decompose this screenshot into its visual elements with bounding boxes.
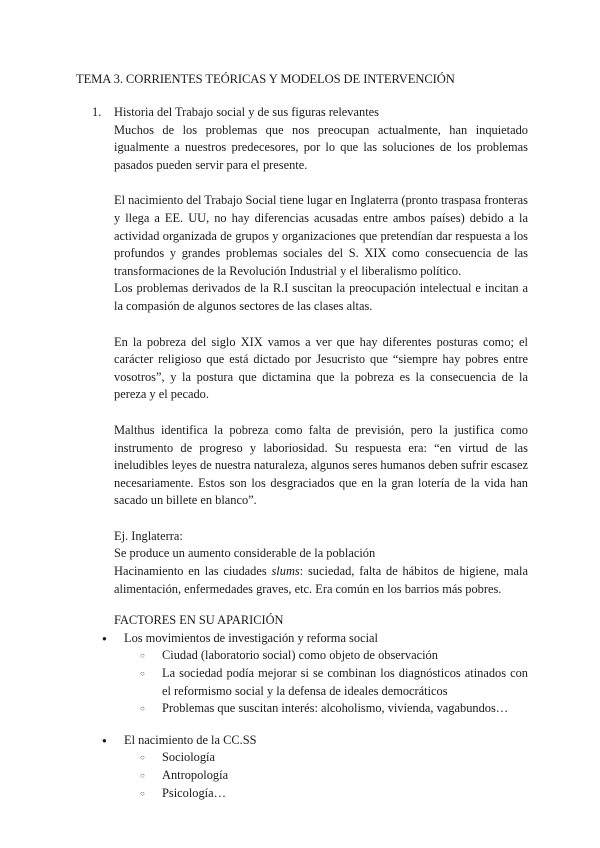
sub-list-item: ○ Psicología…: [92, 785, 528, 803]
paragraph: Muchos de los problemas que nos preocupan actualmente, han inquietado igualmente a nuestros predecesores, por lo que las soluciones de los problemas pasados pueden servir para el presente.: [114, 122, 528, 172]
list-item: ● El nacimiento de la CC.SS: [92, 732, 528, 750]
paragraph: Malthus identifica la pobreza como falta de previsión, pero la justifica como instrumento de progreso y laboriosidad. Su respuesta era: “en virtud de las ineludibles leyes de nuestra naturaleza, algunos seres humanos deben sufrir escasez necesariamente. Estos son los desgraciados que en la gran lotería de la vida han sacado un billete en blanco”.: [114, 422, 528, 508]
sub-list-item: ○ Antropología: [92, 767, 528, 785]
section-number: 1.: [92, 105, 102, 119]
sub-list-item: ○ Sociología: [92, 749, 528, 767]
example-line: Se produce un aumento considerable de la población: [114, 546, 376, 561]
factors-list: [92, 630, 528, 802]
example-label: Ej. Inglaterra:: [114, 528, 183, 543]
paragraph: El nacimiento del Trabajo Social tiene lugar en Inglaterra (pronto traspasa fronteras y llega a EE. UU, no hay diferencias acusadas entre ambos países) debido a la actividad organizada de grupos y organizaciones que pretendían dar respuesta a los profundos y grandes problemas sociales del S. XIX como consecuencia de las transformaciones de la Revolución Industrial y el liberalismo político.: [114, 193, 528, 278]
sub-list-item: ○ Problemas que suscitan interés: alcoholismo, vivienda, vagabundos…: [92, 700, 528, 718]
emphasis: slums: [271, 564, 300, 579]
example-line: [114, 563, 528, 598]
sub-list-item: ○ Ciudad (laboratorio social) como objeto de observación: [92, 647, 528, 665]
text: : suciedad, falta de hábitos de higiene, mala alimentación, enfermedades graves, etc. Era común en los barrios más pobres.: [114, 564, 528, 596]
text: Hacinamiento en las ciudades: [114, 564, 272, 579]
document-title: TEMA 3. CORRIENTES TEÓRICAS Y MODELOS DE INTERVENCIÓN: [76, 72, 455, 86]
paragraph: Los problemas derivados de la R.I suscitan la preocupación intelectual e incitan a la compasión de algunos sectores de las clases altas.: [114, 281, 528, 313]
factors-heading: FACTORES EN SU APARICIÓN: [114, 613, 284, 628]
section-heading: Historia del Trabajo social y de sus figuras relevantes: [114, 105, 379, 119]
paragraph: En la pobreza del siglo XIX vamos a ver que hay diferentes posturas como; el carácter religioso que está dictado por Jesucristo que “siempre hay pobres entre vosotros”, y la postura que dictamina que la pobreza es la consecuencia de la pereza y el pecado.: [114, 334, 528, 402]
sub-list-item: ○ La sociedad podía mejorar si se combinan los diagnósticos atinados con el reformismo social y la defensa de ideales democráticos: [92, 665, 528, 700]
list-item: ● Los movimientos de investigación y reforma social: [92, 630, 528, 648]
section-1: [92, 104, 528, 802]
